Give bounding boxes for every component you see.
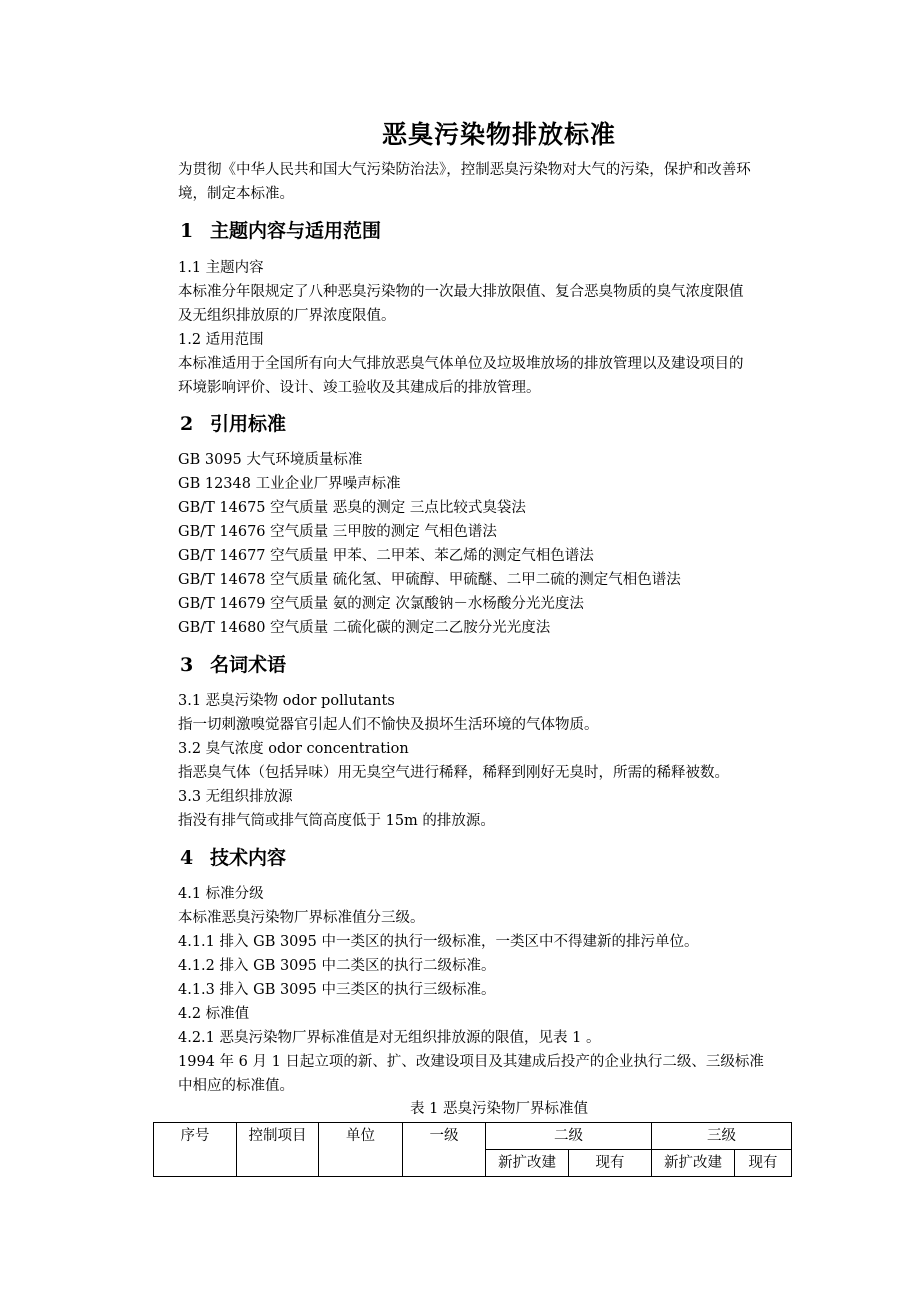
header-grade-3-new: 新扩改建 <box>652 1150 735 1177</box>
section-2-number: 2 <box>180 413 194 435</box>
term-3-3: 3.3 无组织排放源 <box>178 789 293 805</box>
section-1-2-text-1: 本标准适用于全国所有向大气排放恶臭气体单位及垃圾堆放场的排放管理以及建设项目的 <box>178 356 744 372</box>
header-grade-3-existing: 现有 <box>735 1150 792 1177</box>
section-4-heading <box>180 844 286 872</box>
table-header-row <box>154 1123 792 1150</box>
header-grade-3: 三级 <box>652 1123 792 1150</box>
reference-item: GB/T 14679 空气质量 氨的测定 次氯酸钠－水杨酸分光光度法 <box>178 596 584 612</box>
section-4-2-text-1: 1994 年 6 月 1 日起立项的新、扩、改建设项目及其建成后投产的企业执行二级、三级标准 <box>178 1054 764 1070</box>
term-3-2: 3.2 臭气浓度 odor concentration <box>178 741 409 757</box>
section-1-number: 1 <box>180 220 194 242</box>
reference-item: GB/T 14678 空气质量 硫化氢、甲硫醇、甲硫醚、二甲二硫的测定气相色谱法 <box>178 572 681 588</box>
header-grade-2: 二级 <box>486 1123 652 1150</box>
term-3-1: 3.1 恶臭污染物 odor pollutants <box>178 693 395 709</box>
reference-item: GB/T 14675 空气质量 恶臭的测定 三点比较式臭袋法 <box>178 500 526 516</box>
intro-line-2: 境，制定本标准。 <box>178 186 294 202</box>
header-unit: 单位 <box>319 1123 403 1177</box>
section-3-heading <box>180 651 286 679</box>
header-control-item: 控制项目 <box>237 1123 319 1177</box>
reference-item: GB/T 14680 空气质量 二硫化碳的测定二乙胺分光光度法 <box>178 620 551 636</box>
section-4-2-text-2: 中相应的标准值。 <box>178 1078 294 1094</box>
section-4-2-1: 4.2.1 恶臭污染物厂界标准值是对无组织排放源的限值，见表 1 。 <box>178 1030 601 1046</box>
section-4-1-2: 4.1.2 排入 GB 3095 中二类区的执行二级标准。 <box>178 958 496 974</box>
header-grade-2-existing: 现有 <box>569 1150 652 1177</box>
header-grade-2-new: 新扩改建 <box>486 1150 569 1177</box>
reference-item: GB/T 14677 空气质量 甲苯、二甲苯、苯乙烯的测定气相色谱法 <box>178 548 594 564</box>
section-1-1-text-1: 本标准分年限规定了八种恶臭污染物的一次最大排放限值、复合恶臭物质的臭气浓度限值 <box>178 284 744 300</box>
section-4-1-1: 4.1.1 排入 GB 3095 中一类区的执行一级标准，一类区中不得建新的排污单位。 <box>178 934 699 950</box>
section-1-title: 主题内容与适用范围 <box>210 220 382 242</box>
section-4-1-3: 4.1.3 排入 GB 3095 中三类区的执行三级标准。 <box>178 982 496 998</box>
term-3-1-definition: 指一切刺激嗅觉器官引起人们不愉快及损坏生活环境的气体物质。 <box>178 717 599 733</box>
section-3-title: 名词术语 <box>210 654 287 676</box>
reference-item: GB/T 14676 空气质量 三甲胺的测定 气相色谱法 <box>178 524 497 540</box>
table-1 <box>153 1122 792 1177</box>
document-title: 恶臭污染物排放标准 <box>381 120 616 149</box>
term-3-3-definition: 指没有排气筒或排气筒高度低于 15m 的排放源。 <box>178 813 495 829</box>
header-serial-no: 序号 <box>154 1123 237 1177</box>
section-2-title: 引用标准 <box>210 413 287 435</box>
intro-line-1: 为贯彻《中华人民共和国大气污染防治法》，控制恶臭污染物对大气的污染，保护和改善环 <box>178 162 751 178</box>
table-1-caption: 表 1 恶臭污染物厂界标准值 <box>410 1101 588 1117</box>
section-4-2-heading: 4.2 标准值 <box>178 1006 250 1022</box>
section-1-2-heading: 1.2 适用范围 <box>178 332 264 348</box>
header-grade-1: 一级 <box>403 1123 486 1177</box>
section-4-title: 技术内容 <box>210 847 287 869</box>
section-1-1-heading: 1.1 主题内容 <box>178 260 264 276</box>
section-1-1-text-2: 及无组织排放原的厂界浓度限值。 <box>178 308 396 324</box>
section-4-1-heading: 4.1 标准分级 <box>178 886 264 902</box>
section-2-heading <box>180 410 286 438</box>
section-3-number: 3 <box>180 654 194 676</box>
section-4-number: 4 <box>180 847 194 869</box>
reference-item: GB 12348 工业企业厂界噪声标准 <box>178 476 401 492</box>
reference-item: GB 3095 大气环境质量标准 <box>178 452 363 468</box>
term-3-2-definition: 指恶臭气体（包括异味）用无臭空气进行稀释，稀释到刚好无臭时，所需的稀释被数。 <box>178 765 729 781</box>
section-4-1-text: 本标准恶臭污染物厂界标准值分三级。 <box>178 910 425 926</box>
section-1-heading <box>180 217 381 245</box>
section-1-2-text-2: 环境影响评价、设计、竣工验收及其建成后的排放管理。 <box>178 380 541 396</box>
